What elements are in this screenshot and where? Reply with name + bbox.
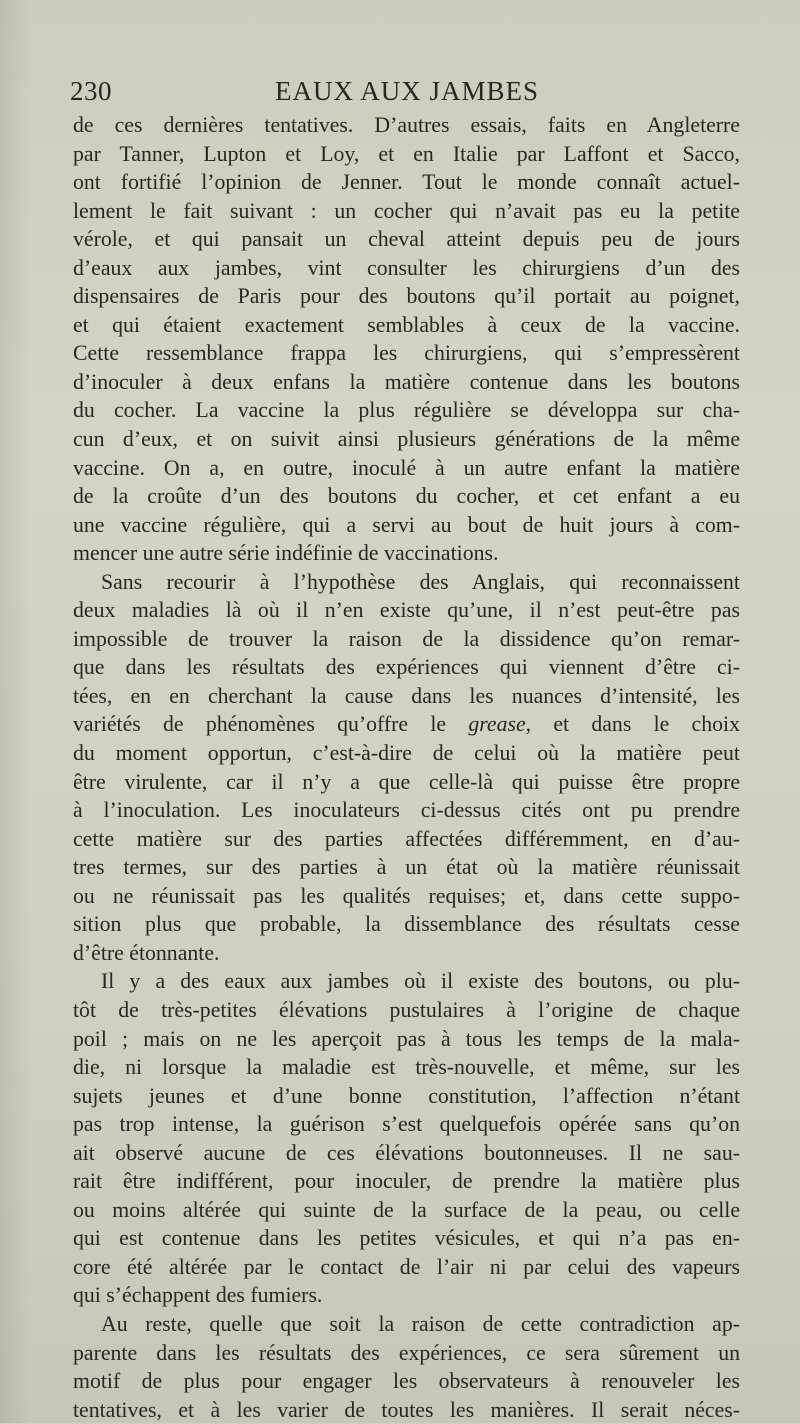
text-line: impossible de trouver la raison de la dissidence qu’on remar- [73,626,740,651]
text-line: tôt de très-petites élévations pustulaires à l’origine de chaque [73,997,740,1022]
text-line: par Tanner, Lupton et Loy, et en Italie par Laffont et Sacco, [73,141,740,166]
running-title: EAUX AUX JAMBES [275,76,540,106]
text-line: à l’inoculation. Les inoculateurs ci-dessus cités ont pu prendre [73,798,740,823]
text-line: vaccine. On a, en outre, inoculé à un autre enfant la matière [73,455,740,480]
text-line: d’eaux aux jambes, vint consulter les chirurgiens d’un des [73,255,740,280]
text-line: d’être étonnante. [73,940,220,965]
body-text [73,111,740,1424]
text-line: die, ni lorsque la maladie est très-nouvelle, et même, sur les [73,1055,740,1080]
page-number: 230 [70,76,112,106]
text-line: être virulente, car il n’y a que celle-là qui puisse être propre [73,769,740,794]
page-header [70,76,740,110]
text-line: qui est contenue dans les petites vésicules, et qui n’a pas en- [73,1226,740,1251]
text-line: deux maladies là où il n’en existe qu’une, il n’est peut-être pas [73,598,740,623]
text-line: tées, en en cherchant la cause dans les nuances d’intensité, les [73,683,740,708]
text-line: pas trop intense, la guérison s’est quelquefois opérée sans qu’on [73,1112,740,1137]
text-line: Au reste, quelle que soit la raison de cette contradiction ap- [101,1311,740,1336]
text-line: tres termes, sur des parties à un état où la matière réunissait [73,855,740,880]
text-line: Sans recourir à l’hypothèse des Anglais, qui reconnaissent [101,569,740,594]
text-line: rait être indifférent, pour inoculer, de prendre la matière plus [73,1169,740,1194]
text-line: ou ne réunissait pas les qualités requises; et, dans cette suppo- [73,883,740,908]
text-line: motif de plus pour engager les observateurs à renouveler les [73,1369,740,1394]
text-line: Cette ressemblance frappa les chirurgiens, qui s’empressèrent [73,341,740,366]
text-line: de la croûte d’un des boutons du cocher, et cet enfant a eu [73,484,740,509]
text-line: d’inoculer à deux enfans la matière contenue dans les boutons [73,369,740,394]
text-line: parente dans les résultats des expériences, ce sera sûrement un [73,1340,740,1365]
text-line: qui s’échappent des fumiers. [73,1283,323,1308]
text-line: ont fortifié l’opinion de Jenner. Tout le monde connaît actuel- [73,170,740,195]
text-line: tentatives, et à les varier de toutes les manières. Il serait néces- [73,1397,740,1422]
italic-term: grease [468,712,526,737]
text-line: du cocher. La vaccine la plus régulière se développa sur cha- [73,398,740,423]
text-line: dispensaires de Paris pour des boutons qu’il portait au poignet, [73,284,740,309]
text-line: poil ; mais on ne les aperçoit pas à tous les temps de la mala- [73,1026,740,1051]
text-line: variétés de phénomènes qu’offre le grease, et dans le choix [73,712,740,737]
text-line: ou moins altérée qui suinte de la surface de la peau, ou celle [73,1197,740,1222]
text-line: du moment opportun, c’est-à-dire de celui où la matière peut [73,741,740,766]
text-line: lement le fait suivant : un cocher qui n’avait pas eu la petite [73,198,740,223]
text-line: vérole, et qui pansait un cheval atteint depuis peu de jours [73,227,740,252]
text-line: et qui étaient exactement semblables à ceux de la vaccine. [73,312,740,337]
text-line: de ces dernières tentatives. D’autres essais, faits en Angleterre [73,113,740,137]
text-line: Il y a des eaux aux jambes où il existe des boutons, ou plu- [101,969,740,994]
text-line: core été altérée par le contact de l’air ni par celui des vapeurs [73,1254,740,1279]
text-line: mencer une autre série indéfinie de vaccinations. [73,541,499,566]
text-line: sition plus que probable, la dissemblance des résultats cesse [73,912,740,937]
text-line: cette matière sur des parties affectées différemment, en d’au- [73,826,740,851]
text-line: une vaccine régulière, qui a servi au bout de huit jours à com- [73,512,740,537]
text-line: sujets jeunes et d’une bonne constitution, l’affection n’étant [73,1083,740,1108]
text-line: que dans les résultats des expériences qui viennent d’être ci- [73,655,740,680]
text-line: cun d’eux, et on suivit ainsi plusieurs générations de la même [73,427,740,452]
text-line: ait observé aucune de ces élévations boutonneuses. Il ne sau- [73,1140,740,1165]
